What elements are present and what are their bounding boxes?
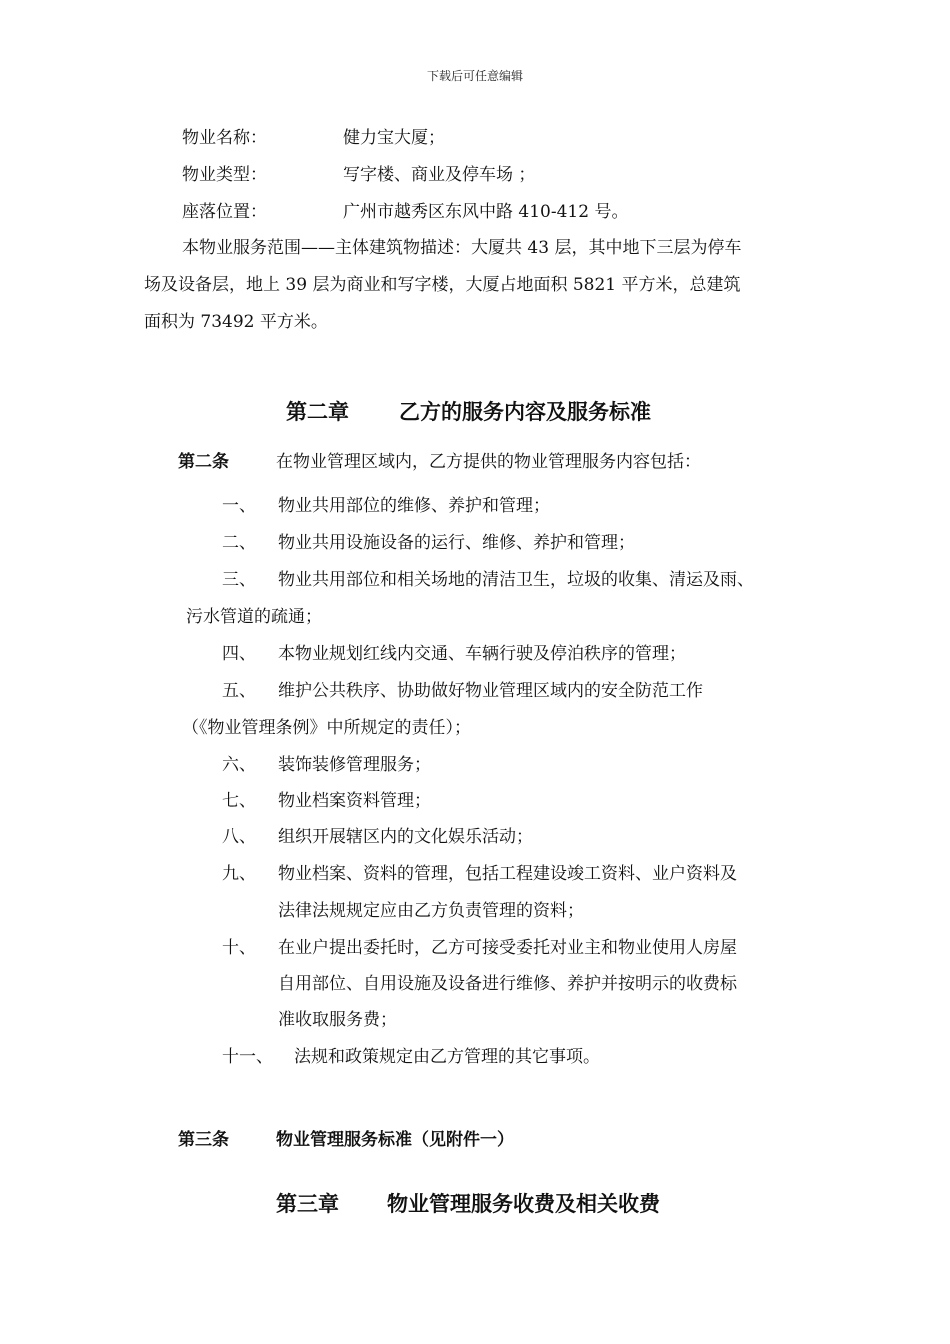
item-4-number: 四、 xyxy=(222,644,256,664)
property-location-value: 广州市越秀区东风中路 410-412 号。 xyxy=(343,202,629,222)
item-3-number: 三、 xyxy=(222,570,256,590)
property-name-value: 健力宝大厦； xyxy=(343,128,445,148)
item-8-number: 八、 xyxy=(222,827,256,847)
item-3-text-line2: 污水管道的疏通； xyxy=(186,607,322,627)
scope-line-1: 本物业服务范围——主体建筑物描述：大厦共 43 层，其中地下三层为停车 xyxy=(182,238,742,258)
item-11-text: 法规和政策规定由乙方管理的其它事项。 xyxy=(294,1047,600,1067)
item-10-text-line2: 自用部位、自用设施及设备进行维修、养护并按明示的收费标 xyxy=(278,974,737,994)
item-6-number: 六、 xyxy=(222,755,256,775)
item-7-number: 七、 xyxy=(222,791,256,811)
property-location-label: 座落位置： xyxy=(182,202,267,222)
item-2-number: 二、 xyxy=(222,533,256,553)
scope-line-3: 面积为 73492 平方米。 xyxy=(144,312,328,332)
item-6-text: 装饰装修管理服务； xyxy=(278,755,431,775)
property-name-label: 物业名称： xyxy=(182,128,267,148)
page-header: 下载后可任意编辑 xyxy=(426,69,523,83)
item-1-text: 物业共用部位的维修、养护和管理； xyxy=(278,496,550,516)
chapter2-number: 第二章 xyxy=(286,399,349,424)
property-type-value: 写字楼、商业及停车场 ； xyxy=(343,165,536,185)
article3-text: 物业管理服务标准（见附件一） xyxy=(276,1130,514,1150)
item-2-text: 物业共用设施设备的运行、维修、养护和管理； xyxy=(278,533,635,553)
item-5-text-line2: （《物业管理条例》中所规定的责任）； xyxy=(182,718,471,738)
item-9-text-line1: 物业档案、资料的管理，包括工程建设竣工资料、业户资料及 xyxy=(278,864,737,884)
item-8-text: 组织开展辖区内的文化娱乐活动； xyxy=(278,827,533,847)
article3-label: 第三条 xyxy=(178,1130,229,1150)
chapter3-title: 物业管理服务收费及相关收费 xyxy=(387,1191,660,1216)
article2-label: 第二条 xyxy=(178,452,229,472)
item-9-text-line2: 法律法规规定应由乙方负责管理的资料； xyxy=(278,901,584,921)
chapter2-title: 乙方的服务内容及服务标准 xyxy=(399,399,651,424)
item-10-number: 十、 xyxy=(222,938,256,958)
property-type-label: 物业类型： xyxy=(182,165,267,185)
chapter3-number: 第三章 xyxy=(276,1191,339,1216)
item-5-number: 五、 xyxy=(222,681,256,701)
item-9-number: 九、 xyxy=(222,864,256,884)
item-7-text: 物业档案资料管理； xyxy=(278,791,431,811)
item-10-text-line3: 准收取服务费； xyxy=(278,1010,397,1030)
item-3-text-line1: 物业共用部位和相关场地的清洁卫生，垃圾的收集、清运及雨、 xyxy=(278,570,754,590)
item-4-text: 本物业规划红线内交通、车辆行驶及停泊秩序的管理； xyxy=(278,644,686,664)
item-10-text-line1: 在业户提出委托时，乙方可接受委托对业主和物业使用人房屋 xyxy=(278,938,737,958)
item-1-number: 一、 xyxy=(222,496,256,516)
item-5-text-line1: 维护公共秩序、协助做好物业管理区域内的安全防范工作 xyxy=(278,681,703,701)
item-11-number: 十一、 xyxy=(222,1047,273,1067)
scope-line-2: 场及设备层，地上 39 层为商业和写字楼，大厦占地面积 5821 平方米，总建筑 xyxy=(144,275,741,295)
article2-text: 在物业管理区域内，乙方提供的物业管理服务内容包括： xyxy=(276,452,701,472)
